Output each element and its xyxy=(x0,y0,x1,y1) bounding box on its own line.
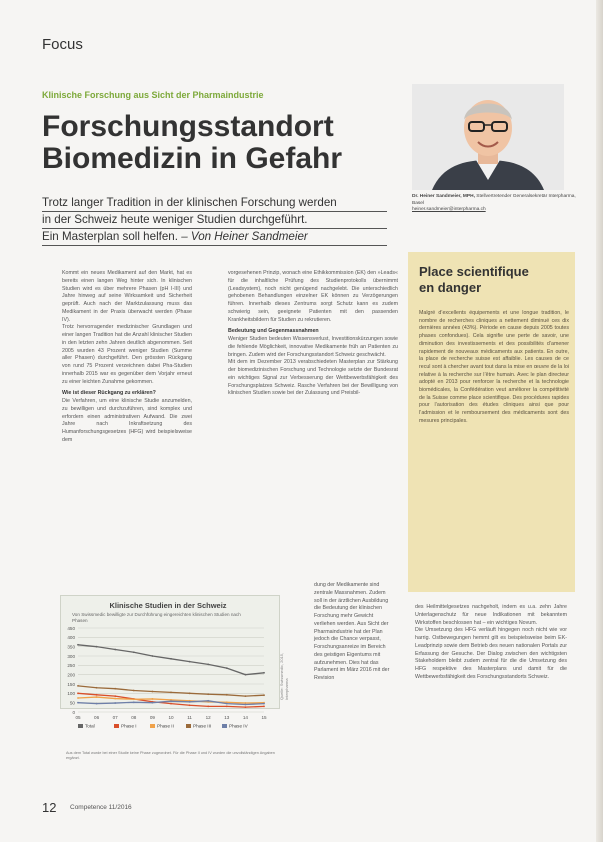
issue-label: Competence 11/2016 xyxy=(70,804,132,811)
data-point xyxy=(226,667,228,669)
french-summary-text: Malgré d’excellents équipements et une longue tradition, le nombre de recherches cliniques a nettement diminué ces dix dernières années (43%). Période en cause depuis 2005 toutes phases confondues). Cela signifie une perte de savoir, une diminution des investissements et des possibilités d’amener rapidement de nouveaux médicaments aux patients. En outre, la place de recherche suisse est affaiblie. Les causes de ce recul sont à chercher avant tout dans la mise en œuvre de la loi relative à la recherche sur l’être humain. Avec le plan directeur adopté en 2013 pour renforcer la recherche et la technologie biomédicales, la Confédération veut améliorer la compétitivité de la Suisse comme place scientifique. Des procédures rapides pour l’autorisation des études cliniques ainsi que pour l’admission et le remboursement des médicaments sont des mesures principales. xyxy=(419,310,569,424)
y-tick-label: 400 xyxy=(67,635,75,641)
data-point xyxy=(96,703,98,705)
french-summary-title xyxy=(419,264,529,296)
data-point xyxy=(133,701,135,703)
body-column-1 xyxy=(62,270,192,445)
y-tick-label: 250 xyxy=(67,663,75,669)
data-point xyxy=(170,700,172,702)
data-point xyxy=(207,664,209,666)
page-number: 12 xyxy=(42,800,57,815)
data-point xyxy=(245,674,247,676)
data-point xyxy=(77,644,79,646)
legend-swatch xyxy=(150,724,155,728)
data-point xyxy=(263,703,265,705)
paragraph: Weniger Studien bedeuten Wissensverlust, Investitionskürzungen sowie die fehlende Möglichkeit, innovative Medikamente früh an Patienten zu bringen. Zudem wird der Forschungsstandort Schweiz geschwächt. xyxy=(228,336,398,358)
data-point xyxy=(189,661,191,663)
data-point xyxy=(263,706,265,708)
section-label: Focus xyxy=(42,36,83,53)
x-tick-label: 07 xyxy=(112,715,118,720)
legend-swatch xyxy=(186,724,191,728)
caption-name: Dr. Heiner Sandmeier, MPH, xyxy=(412,194,475,199)
x-tick-label: 13 xyxy=(224,715,230,720)
y-tick-label: 0 xyxy=(72,709,75,715)
data-point xyxy=(133,698,135,700)
y-tick-label: 350 xyxy=(67,644,75,650)
body-column-2-continued: dung der Medikamente sind zentrale Massnahmen. Zudem soll in der ärztlichen Ausbildung die Bedeutung der klinischen Forschung mehr Gewicht verliehen werden. Aus Sicht der Pharmaindustrie hat der Plan jedoch die Chance verpasst, Forschungsanreize im Bereich des geistigen Eigentums mit aufzunehmen. Dies hat das Parlament im März 2016 mit der Revision xyxy=(314,582,390,681)
y-tick-label: 450 xyxy=(67,625,75,631)
x-tick-label: 06 xyxy=(94,715,100,720)
series-line xyxy=(78,645,264,675)
data-point xyxy=(152,691,154,693)
data-point xyxy=(189,692,191,694)
legend-swatch xyxy=(78,724,83,728)
data-point xyxy=(226,703,228,705)
lead-author: – Von Heiner Sandmeier xyxy=(181,230,308,243)
chart-credit: Quelle: Swissmedic, 2015, Interpharma xyxy=(279,652,289,700)
y-tick-label: 100 xyxy=(67,691,75,697)
headline xyxy=(42,111,382,175)
data-point xyxy=(170,658,172,660)
lead-line: in der Schweiz heute weniger Studien durchgeführt. xyxy=(42,212,387,229)
data-point xyxy=(96,687,98,689)
paragraph: Trotz hervorragender medizinischer Grundlagen und einer langen Tradition hat die Anzahl klinischer Studien in den letzten zehn Jahren deutlich abgenommen. Seit 2005 wurden 43 Prozent weniger Studien (Summe aller Phasen) durchgeführt. Den grössten Rückgang von rund 75 Prozent verzeichnen dabei Pha-Studien innerhalb 2015 war es gegenüber dem Vorjahr erneut zu einer leichten Zunahme gekommen. xyxy=(62,324,192,385)
data-point xyxy=(152,698,154,700)
data-point xyxy=(133,690,135,692)
french-title-line: Place scientifique xyxy=(419,264,529,279)
chart-title: Klinische Studien in der Schweiz xyxy=(109,601,227,610)
paragraph: vorgesehenen Prinzip, wonach eine Ethikkommission (EK) den »Leads« für die inhaltliche Prüfung des Studienprotokolls übernimmt (Leadsystem), noch nicht genügend nachgelebt. Die unterschiedlich gehobenen Behandlungen einzelner EK können zu Verzögerungen führen. Innerhalb dieses Zentrums sorgt Schutz kann es zudem schwierig sein, geeignete Patienten mit den passenden Krankheitsbildern für Studien zu rekrutieren. xyxy=(228,270,398,323)
data-point xyxy=(96,694,98,696)
legend-label: Phase IV xyxy=(229,723,248,729)
kicker: Klinische Forschung aus Sicht der Pharmaindustrie xyxy=(42,90,264,100)
caption-email: heiner.sandmeier@interpharma.ch xyxy=(412,207,486,213)
data-point xyxy=(226,706,228,708)
lead-line: Trotz langer Tradition in der klinischen Forschung werden xyxy=(42,195,387,212)
y-tick-label: 50 xyxy=(69,700,75,706)
y-tick-label: 200 xyxy=(67,672,75,678)
caption-role: Stellvertretender Generalsekretär Interpharma, Basel xyxy=(412,194,576,206)
data-point xyxy=(207,706,209,708)
paragraph: Die Umsetzung des HFG verläuft hingegen noch nicht wie vor harrig. Ostbewegungen hemmt gilt es beispielsweise beim EK-Leadprinzip sowie dem Betrieb des neuen nationalen Portals zur Erfassung der Gesuche. Der Dialog zwischen den wichtigsten Stakeholdern bleibt zudem zentral für die die Umsetzung des HFG respektive des Masterplans und damit für die Wettbewerbsfähigkeit des Forschungsstandorts Schweiz. xyxy=(415,627,567,680)
data-point xyxy=(170,692,172,694)
data-point xyxy=(133,651,135,653)
page-fold-shadow xyxy=(596,0,603,842)
data-point xyxy=(170,703,172,705)
y-tick-label: 300 xyxy=(67,653,75,659)
data-point xyxy=(263,672,265,674)
paragraph: Mit dem im Dezember 2013 verabschiedeten Masterplan zur Stärkung der biomedizinischen Forschung und Technologie setzte der Bundesrat ein wichtiges Signal zur Verbesserung der Wettbewerbsfähigkeit des Forschungsplatzes Schweiz. Rasche Verfahren bei der Bewilligung von klinischen Studien sowie bei der Zulassung und Preisbil- xyxy=(228,359,398,397)
headline-line: Biomedizin in Gefahr xyxy=(42,142,343,175)
x-tick-label: 10 xyxy=(168,715,174,720)
author-photo xyxy=(412,84,564,190)
x-tick-label: 12 xyxy=(205,715,211,720)
x-tick-label: 05 xyxy=(75,715,81,720)
line-chart xyxy=(60,620,278,750)
data-point xyxy=(114,695,116,697)
chart-subtitle: Von Swissmedic bewilligte zur Durchführung eingereichten klinischen Studien nach Phasen xyxy=(72,612,241,623)
data-point xyxy=(226,694,228,696)
data-point xyxy=(77,685,79,687)
y-tick-label: 150 xyxy=(67,681,75,687)
x-tick-label: 09 xyxy=(149,715,155,720)
legend-label: Phase II xyxy=(157,723,174,729)
data-point xyxy=(245,704,247,706)
data-point xyxy=(207,693,209,695)
paragraph: Kommt ein neues Medikament auf den Markt, hat es bereits einen langen Weg hinter sich. In klinischen Studien wird es über mehrere Phasen (pH I-III) und Jahre hinweg auf seine Wirksamkeit und Sicherheit geprüft. Auch nach der Marktzulassung muss das Medikament in der Praxis überwacht werden (Phase IV). xyxy=(62,270,192,323)
subheading: Wie ist dieser Rückgang zu erklären? xyxy=(62,390,156,397)
data-point xyxy=(245,706,247,708)
data-point xyxy=(207,700,209,702)
data-point xyxy=(77,692,79,694)
x-tick-label: 08 xyxy=(131,715,137,720)
legend-label: Phase III xyxy=(193,723,212,729)
data-point xyxy=(114,649,116,651)
author-portrait-image xyxy=(412,84,564,190)
data-point xyxy=(77,702,79,704)
data-point xyxy=(114,702,116,704)
chart-footnote: Aus dem Total wurde bei einer Studie keine Phase zugeordnet. Für die Phase II und IV wurden die unvollständigen Angaben ergänzt. xyxy=(66,751,275,760)
photo-caption xyxy=(412,194,577,214)
body-column-3 xyxy=(415,604,567,682)
data-point xyxy=(189,701,191,703)
legend-swatch xyxy=(114,724,119,728)
data-point xyxy=(245,695,247,697)
data-point xyxy=(96,696,98,698)
data-point xyxy=(77,697,79,699)
legend-swatch xyxy=(222,724,227,728)
lead-line-text: Ein Masterplan soll helfen. xyxy=(42,230,178,243)
data-point xyxy=(152,655,154,657)
data-point xyxy=(96,646,98,648)
paragraph: des Heilmittelgesetzes nachgeholt, indem es u.a. zehn Jahre Unterlagenschutz für neue Indikationen mit bekanntem Wirkstoffen beschlossen hat – ein wichtiges Novum. xyxy=(415,604,567,626)
legend-label: Total xyxy=(85,723,95,729)
body-column-2 xyxy=(228,270,398,398)
series-line xyxy=(78,686,264,696)
lead-paragraph xyxy=(42,195,387,246)
x-tick-label: 14 xyxy=(242,715,248,720)
headline-line: Forschungsstandort xyxy=(42,110,334,143)
data-point xyxy=(114,688,116,690)
subheading: Bedeutung und Gegenmassnahmen xyxy=(228,328,319,335)
data-point xyxy=(152,702,154,704)
data-point xyxy=(114,698,116,700)
french-title-line: en danger xyxy=(419,280,482,295)
x-tick-label: 15 xyxy=(261,715,267,720)
data-point xyxy=(189,704,191,706)
legend-label: Phase I xyxy=(121,723,137,729)
paragraph: Die Verfahren, um eine klinische Studie anzumelden, zu bewilligen und durchzuführen, sind komplex und erfordern einen administrativen Aufwand. Die zwei Jahre nach Inkraftsetzung des Humanforschungsgesetzes (HFG) wird beispielsweise dem xyxy=(62,398,192,443)
data-point xyxy=(263,694,265,696)
lead-line xyxy=(42,229,387,246)
x-tick-label: 11 xyxy=(187,715,192,720)
